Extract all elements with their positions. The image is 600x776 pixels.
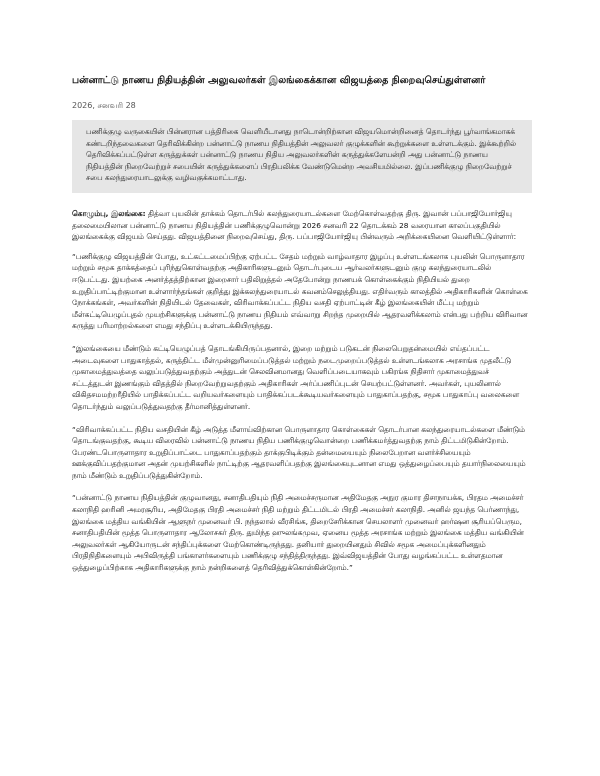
dateline: கொழும்பு, இலங்கை: [72,209,146,218]
body-paragraph: “பணிக்குழு விஜயத்தின் போது, உட்கட்டமைப்பிற்கு ஏற்பட்ட சேதம் மற்றும் வாழ்வாதார இழப்பு உள்ளடங்கலாக புயலின் பொருளாதார மற்றும் சமூக தாக்கத்தைப் புரிந்துகொள்வதற்கு அதிகாரிகளுடனும் தொடர்புடைய ஆர்வலர்களுடனும் குழு கலந்துரையாடலில் ஈடுபட்டது. இயற்கை அனர்த்தத்திற்கான இறைசார் பதிலிறுத்தல் அதேபோன்று நாணயக் கொள்கைக்கும் நிதியியல் துறை உறுதிப்பாட்டிற்குமான உள்ளார்ந்தங்கள் குறித்து இக்கலந்துரையாடல் கவனம்செலுத்தியது. எதிர்வரும் காலத்தில் அதிகாரிகளின் கொள்கை நோக்கங்கள், அவர்களின் நிதியிடல் தேவைகள், விரிவாக்கப்பட்ட நிதிய வசதி ஏற்பாட்டின் கீழ் இலங்கையின் மீட்பு மற்றும் மீள்கட்டியெழுப்புதல் முயற்சிகளுக்கு பன்னாட்டு நாணய நிதியம் எவ்வாறு சிறந்த முறையில் ஆதரவளிக்கலாம் என்பது பற்றிய விரிவான கருத்து பரிமாற்றல்களை எமது சந்திப்பு உள்ளடக்கியிருந்தது. [72,251,528,331]
summary-box [72,120,532,193]
lead-text: தித்வா புயலின் தாக்கம் தொடர்பில் கலந்துரையாடல்களை மேற்கொள்வதற்கு திரு. இவான் பப்பாஜியோர்ஜியு தலைமையிலான பன்னாட்டு நாணய நிதியத்தின் பணிக்குழுவொன்று 2026 சனவரி 22 தொடக்கம் 28 வரையான காலப்பகுதியில் இலங்கைக்கு விஜயம் செய்தது. விஜயத்தினை நிறைவுசெய்து, திரு. பப்பாஜியோர்ஜியு பின்வரும் அறிக்கையினை வெளியிட்டுள்ளார்: [72,209,517,242]
document-title: பன்னாட்டு நாணய நிதியத்தின் அலுவலர்கள் இலங்கைக்கான விஜயத்தை நிறைவுசெய்துள்ளனர் [72,75,486,86]
body-paragraph: “இலங்கையை மீண்டும் கட்டியெழுப்பத் தொடங்கியிருப்பதனால், இறை மற்றும் படுகடன் நிலைபெறுதன்மையில் எய்தப்பட்ட அடைவுகளை பாதுகாத்தல், கருத்திட்ட மீள்முன்னுரிமைப்படுத்தல் மற்றும் நடைமுறைப்படுத்தல் உள்ளடங்கலாக அரசாங்க முதலீட்டு முகாமைத்துவத்தை வலுப்படுத்துவதற்கும் அத்துடன் செலவினமானது வெளிப்படையாகவும் பகிரங்க நிதிசார் முகாமைத்துவச் சட்டத்துடன் இணங்கும் விதத்தில் நிறைவேற்றுவதற்கும் அதிகாரிகள் அர்ப்பணிப்புடன் செயற்பட்டுள்ளனர். அவர்கள், புயலினால் விகிதசமமற்றரீதியில் பாதிக்கப்பட்ட வறியவர்களையும் பாதிக்கப்படக்கூடியவர்களையும் பாதுகாப்பதற்கு, சமூக பாதுகாப்பு வலைகளை தொடர்ந்தும் வலுப்படுத்துவதற்கு தீர்மானித்துள்ளனர். [72,343,520,411]
publication-date: 2026, சனவரி 28 [72,101,136,110]
body-paragraph: “விரிவாக்கப்பட்ட நிதிய வசதியின் கீழ் அடுத்த மீளாய்விற்கான பொருளாதார கொள்கைகள் தொடர்பான கலந்துரையாடல்களை மீண்டும் தொடங்குவதற்கு, கூடிய விரைவில் பன்னாட்டு நாணய நிதிய பணிக்குழுவொன்றை பணிக்கமர்த்துவதற்கு நாம் திட்டமிடுகின்றோம். பேரண்டபொருளாதார உறுதிப்பாட்டை பாதுகாப்பதற்கும் தாக்குபிடிக்கும் தன்மையையும் நிலைபேறான வளர்ச்சியையும் ஊக்குவிப்பதற்குமான அதன் முயற்சிகளில் நாட்டிற்கு ஆதரவளிப்பதற்கு இலங்கையுடனான எமது ஒத்துழைப்பையும் தயார்நிலையையும் நாம் மீண்டும் உறுதிப்படுத்துகின்றோம். [72,424,526,480]
document-body [72,208,530,585]
summary-text: பணிக்குழு வருகையின் பின்னரான பத்திரிகை வெளியீடானது நாடொன்றிற்கான விஜயமொன்றினைத் தொடர்ந்து பூர்வாங்கமாகக் கண்டறிந்தவைகளை தெரிவிக்கின்ற பன்னாட்டு நாணய நிதியத்தின் அலுவலர் குழுக்களின் கூற்றுக்களை உள்ளடக்கும். இக்கூற்றில் தெரிவிக்கப்பட்டுள்ள கருத்துக்கள் பன்னாட்டு நாணய நிதிய அலுவலர்களின் கருத்துக்களேயன்றி அது பன்னாட்டு நாணய நிதியத்தின் நிறைவேற்றுச் சபையின் கருத்துக்களைப் பிரதிபலிக்க வேண்டுமென்ற அவசியமில்லை. இப்பணிக்குழு நிறைவேற்றுச் சபை கலந்துரையாடலுக்கு வழிவகுக்கமாட்டாது. [86,127,517,183]
body-paragraph: “பன்னாட்டு நாணய நிதியத்தின் குழுவானது, சனாதிபதியும் நிதி அமைச்சருமான அதிமேதகு அநுர குமார திசாநாயக்க, பிரதம அமைச்சர் கலாநிதி ஹரினி அமரசூரிய, அதிமேதகு பிரதி அமைச்சர் நிதி மற்றும் திட்டமிடல் பிரதி அமைச்சர் கலாநிதி. அனில் ஜயந்த பெர்ணாந்து, இலங்கை மத்திய வங்கியின் ஆளுநர் முனைவர் பி. நந்தலால் வீரசிங்க, திறைசேரிக்கான செயலாளர் முனைவர் ஹர்ஷன சூரியப்பெரும, சனாதிபதியின் மூத்த பொருளாதார ஆலோசகர் திரு. துமிந்த ஹுலங்கமுவ, ஏனைய மூத்த அரசாங்க மற்றும் இலங்கை மத்திய வங்கியின் அலுவலர்கள் ஆகியோருடன் சந்திப்புக்களை மேற்கொண்டிருந்தது. தனியார் துறையினதும் சிவில் சமூக அமைப்புக்களினதும் பிரதிநிதிகளையும் அபிவிருத்தி பங்காளர்களையும் பணிக்குழு சந்தித்திருந்தது. இவ்விஜயத்தின் போது வழங்கப்பட்ட உள்ளதமான ஒத்துழைப்பிற்காக அதிகாரிகளுக்கு நாம் நன்றிகளைத் தெரிவித்துக்கொள்கின்றோம்.” [72,493,524,573]
lead-paragraph [72,208,530,243]
